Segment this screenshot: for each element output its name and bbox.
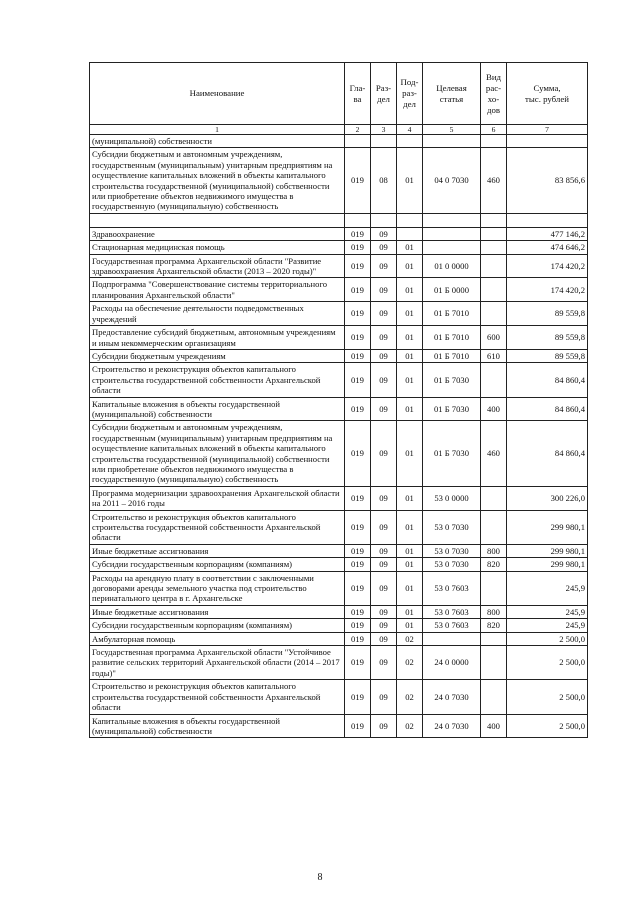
row-amount: 477 146,2 — [507, 227, 588, 240]
row-section: 09 — [371, 605, 397, 618]
table-row — [90, 558, 588, 571]
row-name: Субсидии бюджетным и автономным учреждениям, государственным (муниципальным) унитарным предприятиям на осуществление капитальных вложений в объекты капитального строительства государственной (муниципальной) собственности или приобретение объектов недвижимого имущества в государственную (муниципальную) собственность — [90, 148, 345, 213]
row-name: Субсидии государственным корпорациям (компаниям) — [90, 619, 345, 632]
col-header-name: Наименование — [90, 63, 345, 125]
row-subsection: 01 — [397, 421, 423, 486]
row-target: 53 0 7603 — [423, 571, 481, 605]
row-expense-type: 820 — [481, 558, 507, 571]
row-section — [371, 135, 397, 148]
row-section: 09 — [371, 326, 397, 350]
row-amount: 84 860,4 — [507, 397, 588, 421]
row-expense-type — [481, 135, 507, 148]
row-chapter: 019 — [345, 714, 371, 738]
col-header-section-text: Раз- дел — [375, 82, 392, 104]
table-row — [90, 421, 588, 486]
row-name: Капитальные вложения в объекты государственной (муниципальной) собственности — [90, 714, 345, 738]
row-amount: 89 559,8 — [507, 302, 588, 326]
row-amount: 2 500,0 — [507, 714, 588, 738]
row-name: Подпрограмма "Совершенствование системы территориального планирования Архангельской области" — [90, 278, 345, 302]
row-subsection: 02 — [397, 714, 423, 738]
row-chapter: 019 — [345, 646, 371, 680]
row-target: 24 0 7030 — [423, 680, 481, 714]
row-expense-type — [481, 486, 507, 510]
row-section: 09 — [371, 227, 397, 240]
row-chapter: 019 — [345, 363, 371, 397]
row-target: 01 Б 7010 — [423, 326, 481, 350]
row-chapter: 019 — [345, 148, 371, 213]
row-subsection: 01 — [397, 349, 423, 362]
col-header-amount — [507, 63, 588, 125]
row-amount: 174 420,2 — [507, 254, 588, 278]
row-name: Субсидии бюджетным и автономным учреждениям, государственным (муниципальным) унитарным предприятиям на осуществление капитальных вложений в объекты капитального строительства государственной (муниципальной) собственности или приобретение объектов недвижимого имущества в государственную (муниципальную) собственность — [90, 421, 345, 486]
column-number: 3 — [371, 125, 397, 135]
row-name: Капитальные вложения в объекты государственной (муниципальной) собственности — [90, 397, 345, 421]
row-expense-type: 600 — [481, 326, 507, 350]
row-name: Расходы на обеспечение деятельности подведомственных учреждений — [90, 302, 345, 326]
row-amount: 474 646,2 — [507, 241, 588, 254]
row-chapter: 019 — [345, 421, 371, 486]
row-name: Иные бюджетные ассигнования — [90, 544, 345, 557]
row-section: 09 — [371, 254, 397, 278]
row-section: 09 — [371, 241, 397, 254]
row-subsection: 01 — [397, 510, 423, 544]
row-name: Субсидии государственным корпорациям (компаниям) — [90, 558, 345, 571]
row-expense-type — [481, 363, 507, 397]
row-name: Строительство и реконструкция объектов капитального строительства государственной собственности Архангельской области — [90, 363, 345, 397]
row-chapter: 019 — [345, 680, 371, 714]
table-row — [90, 619, 588, 632]
column-number: 4 — [397, 125, 423, 135]
row-target: 04 0 7030 — [423, 148, 481, 213]
row-expense-type — [481, 302, 507, 326]
row-target: 53 0 7603 — [423, 619, 481, 632]
row-amount: 245,9 — [507, 619, 588, 632]
row-chapter: 019 — [345, 278, 371, 302]
row-subsection: 01 — [397, 571, 423, 605]
column-number: 7 — [507, 125, 588, 135]
row-name: Здравоохранение — [90, 227, 345, 240]
row-name: Стационарная медицинская помощь — [90, 241, 345, 254]
table-row — [90, 646, 588, 680]
table-row — [90, 680, 588, 714]
row-amount: 84 860,4 — [507, 421, 588, 486]
row-section: 09 — [371, 646, 397, 680]
row-name: Амбулаторная помощь — [90, 632, 345, 645]
row-section: 09 — [371, 571, 397, 605]
row-target: 01 0 0000 — [423, 254, 481, 278]
row-name: Предоставление субсидий бюджетным, автономным учреждениям и иным некоммерческим организациям — [90, 326, 345, 350]
row-section: 09 — [371, 421, 397, 486]
row-subsection — [397, 135, 423, 148]
table-row — [90, 571, 588, 605]
row-expense-type — [481, 213, 507, 227]
table-row — [90, 397, 588, 421]
row-subsection: 01 — [397, 254, 423, 278]
column-number: 2 — [345, 125, 371, 135]
row-expense-type — [481, 646, 507, 680]
table-row — [90, 510, 588, 544]
row-target: 01 Б 7010 — [423, 349, 481, 362]
column-number: 5 — [423, 125, 481, 135]
row-section: 09 — [371, 278, 397, 302]
row-subsection: 02 — [397, 632, 423, 645]
table-row — [90, 135, 588, 148]
row-expense-type — [481, 241, 507, 254]
col-header-subsection-text: Под- раз- дел — [400, 77, 419, 109]
row-section: 09 — [371, 632, 397, 645]
row-target: 53 0 7030 — [423, 558, 481, 571]
row-section: 09 — [371, 714, 397, 738]
row-name: Иные бюджетные ассигнования — [90, 605, 345, 618]
row-subsection: 01 — [397, 278, 423, 302]
row-amount: 174 420,2 — [507, 278, 588, 302]
row-name: Государственная программа Архангельской области "Развитие здравоохранения Архангельской области (2013 – 2020 годы)" — [90, 254, 345, 278]
row-target: 01 Б 7030 — [423, 421, 481, 486]
row-subsection: 01 — [397, 619, 423, 632]
row-amount: 299 980,1 — [507, 558, 588, 571]
row-target: 53 0 7603 — [423, 605, 481, 618]
row-section: 08 — [371, 148, 397, 213]
table-row — [90, 241, 588, 254]
col-header-target — [423, 63, 481, 125]
row-target: 53 0 7030 — [423, 544, 481, 557]
table-row — [90, 148, 588, 213]
row-name: Строительство и реконструкция объектов капитального строительства государственной собственности Архангельской области — [90, 510, 345, 544]
table-row — [90, 632, 588, 645]
row-target — [423, 135, 481, 148]
header-row — [90, 63, 588, 125]
col-header-expense-type — [481, 63, 507, 125]
row-section: 09 — [371, 302, 397, 326]
row-section: 09 — [371, 544, 397, 557]
col-header-chapter — [345, 63, 371, 125]
column-number: 1 — [90, 125, 345, 135]
col-header-target-text: Целевая статья — [436, 82, 467, 104]
row-amount: 89 559,8 — [507, 349, 588, 362]
row-section: 09 — [371, 349, 397, 362]
row-chapter: 019 — [345, 397, 371, 421]
row-amount: 89 559,8 — [507, 326, 588, 350]
row-name: Строительство и реконструкция объектов капитального строительства государственной собственности Архангельской области — [90, 680, 345, 714]
row-expense-type: 460 — [481, 421, 507, 486]
table-row — [90, 349, 588, 362]
row-chapter: 019 — [345, 510, 371, 544]
row-name: Программа модернизации здравоохранения Архангельской области на 2011 – 2016 годы — [90, 486, 345, 510]
row-target: 53 0 0000 — [423, 486, 481, 510]
row-section — [371, 213, 397, 227]
row-target — [423, 227, 481, 240]
row-amount: 2 500,0 — [507, 632, 588, 645]
row-subsection: 01 — [397, 302, 423, 326]
row-subsection: 01 — [397, 558, 423, 571]
row-name — [90, 213, 345, 227]
row-amount — [507, 213, 588, 227]
row-chapter: 019 — [345, 326, 371, 350]
row-expense-type — [481, 632, 507, 645]
row-subsection — [397, 213, 423, 227]
row-section: 09 — [371, 558, 397, 571]
row-expense-type — [481, 571, 507, 605]
row-chapter: 019 — [345, 227, 371, 240]
column-number: 6 — [481, 125, 507, 135]
row-target: 01 Б 7010 — [423, 302, 481, 326]
row-amount: 2 500,0 — [507, 680, 588, 714]
row-expense-type — [481, 510, 507, 544]
row-chapter: 019 — [345, 619, 371, 632]
row-subsection: 01 — [397, 148, 423, 213]
col-header-expense-type-text: Вид рас- хо- дов — [485, 71, 502, 115]
row-subsection: 01 — [397, 605, 423, 618]
row-target — [423, 241, 481, 254]
table-row — [90, 714, 588, 738]
row-target: 01 Б 7030 — [423, 397, 481, 421]
row-amount: 84 860,4 — [507, 363, 588, 397]
row-subsection: 02 — [397, 646, 423, 680]
row-name: Расходы на арендную плату в соответствии с заключенными договорами аренды земельного участка под строительство перинатального центра в г. Архангельске — [90, 571, 345, 605]
table-row — [90, 486, 588, 510]
row-expense-type: 400 — [481, 714, 507, 738]
row-amount: 83 856,6 — [507, 148, 588, 213]
table-row — [90, 363, 588, 397]
row-chapter: 019 — [345, 632, 371, 645]
row-target: 53 0 7030 — [423, 510, 481, 544]
row-section: 09 — [371, 397, 397, 421]
table-body — [90, 135, 588, 738]
row-target — [423, 632, 481, 645]
row-subsection: 02 — [397, 680, 423, 714]
row-chapter: 019 — [345, 349, 371, 362]
row-chapter: 019 — [345, 544, 371, 557]
row-name: Государственная программа Архангельской области "Устойчивое развитие сельских территорий Архангельской области (2014 – 2017 годы)" — [90, 646, 345, 680]
row-subsection: 01 — [397, 544, 423, 557]
row-expense-type — [481, 254, 507, 278]
row-target: 24 0 0000 — [423, 646, 481, 680]
table-row — [90, 302, 588, 326]
budget-table — [89, 62, 588, 738]
row-expense-type — [481, 227, 507, 240]
row-expense-type: 820 — [481, 619, 507, 632]
row-section: 09 — [371, 486, 397, 510]
row-chapter: 019 — [345, 486, 371, 510]
row-chapter: 019 — [345, 605, 371, 618]
row-amount — [507, 135, 588, 148]
row-section: 09 — [371, 363, 397, 397]
row-expense-type: 400 — [481, 397, 507, 421]
row-amount: 299 980,1 — [507, 544, 588, 557]
row-subsection — [397, 227, 423, 240]
row-subsection: 01 — [397, 326, 423, 350]
row-chapter — [345, 213, 371, 227]
row-section: 09 — [371, 619, 397, 632]
row-subsection: 01 — [397, 486, 423, 510]
row-amount: 299 980,1 — [507, 510, 588, 544]
col-header-amount-text: Сумма, тыс. рублей — [525, 82, 569, 104]
row-name: Субсидии бюджетным учреждениям — [90, 349, 345, 362]
row-section: 09 — [371, 510, 397, 544]
table-row — [90, 326, 588, 350]
row-expense-type: 610 — [481, 349, 507, 362]
col-header-section — [371, 63, 397, 125]
row-expense-type — [481, 680, 507, 714]
table-row — [90, 213, 588, 227]
row-target: 01 Б 0000 — [423, 278, 481, 302]
row-subsection: 01 — [397, 241, 423, 254]
row-chapter: 019 — [345, 254, 371, 278]
table-row — [90, 278, 588, 302]
row-amount: 300 226,0 — [507, 486, 588, 510]
row-target: 24 0 7030 — [423, 714, 481, 738]
row-expense-type: 460 — [481, 148, 507, 213]
row-chapter: 019 — [345, 558, 371, 571]
col-header-subsection — [397, 63, 423, 125]
row-chapter: 019 — [345, 241, 371, 254]
row-chapter — [345, 135, 371, 148]
row-subsection: 01 — [397, 363, 423, 397]
row-amount: 2 500,0 — [507, 646, 588, 680]
col-header-chapter-text: Гла- ва — [349, 82, 366, 104]
row-chapter: 019 — [345, 302, 371, 326]
row-expense-type: 800 — [481, 605, 507, 618]
page-number: 8 — [317, 872, 323, 883]
row-target — [423, 213, 481, 227]
row-amount: 245,9 — [507, 571, 588, 605]
row-target: 01 Б 7030 — [423, 363, 481, 397]
table-row — [90, 254, 588, 278]
table-row — [90, 605, 588, 618]
row-section: 09 — [371, 680, 397, 714]
row-amount: 245,9 — [507, 605, 588, 618]
table-row — [90, 227, 588, 240]
table-row — [90, 544, 588, 557]
column-number-row — [90, 125, 588, 135]
row-subsection: 01 — [397, 397, 423, 421]
row-expense-type: 800 — [481, 544, 507, 557]
row-expense-type — [481, 278, 507, 302]
row-chapter: 019 — [345, 571, 371, 605]
row-name: (муниципальной) собственности — [90, 135, 345, 148]
